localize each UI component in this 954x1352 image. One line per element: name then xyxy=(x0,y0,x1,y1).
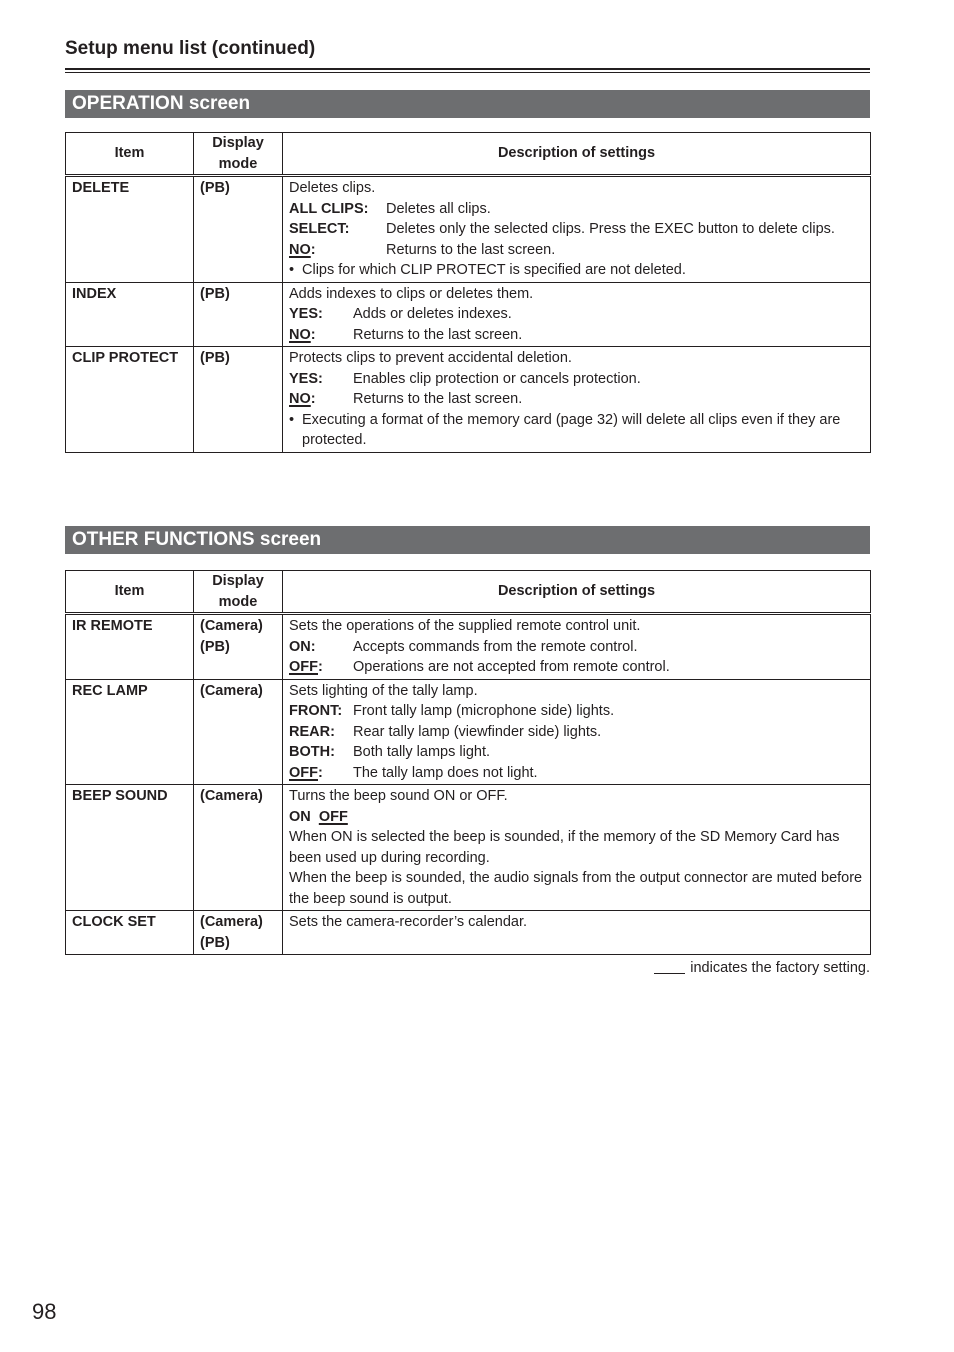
item-name: IR REMOTE xyxy=(66,614,194,680)
table-row-delete xyxy=(66,176,871,283)
note: • Executing a format of the memory card (page 32) will delete all clips even if they are protected. xyxy=(289,411,841,448)
description xyxy=(283,282,871,347)
description xyxy=(283,785,871,911)
description xyxy=(283,176,871,283)
display-mode: (Camera) xyxy=(194,679,283,785)
display-mode: (PB) xyxy=(194,347,283,453)
description xyxy=(283,679,871,785)
option-no: NO: Returns to the last screen. xyxy=(289,391,523,407)
description xyxy=(283,614,871,680)
description-intro: Sets lighting of the tally lamp. xyxy=(289,682,478,699)
header-item: Item xyxy=(66,571,194,614)
header-description: Description of settings xyxy=(283,133,871,176)
display-mode: (PB) xyxy=(194,176,283,283)
operation-settings-table xyxy=(65,132,871,453)
display-mode: (PB) xyxy=(194,282,283,347)
display-mode: (Camera) xyxy=(194,785,283,911)
description-intro: Sets the operations of the supplied remote control unit. xyxy=(289,618,641,634)
on-off-choices: ON OFF xyxy=(289,808,348,825)
description xyxy=(283,347,871,453)
table-row-rec-lamp xyxy=(66,679,871,785)
option-front: FRONT: Front tally lamp (microphone side) lights. xyxy=(289,703,615,719)
description-text: When ON is selected the beep is sounded, if the memory of the SD Memory Card has been used up during recording. xyxy=(289,829,840,866)
item-name: CLIP PROTECT xyxy=(66,347,194,453)
table-row-index xyxy=(66,282,871,347)
description xyxy=(283,911,871,955)
header-display-mode: Display mode xyxy=(194,571,283,614)
operation-section-title: OPERATION screen xyxy=(65,90,870,118)
option-on: ON: Accepts commands from the remote control. xyxy=(289,638,638,655)
description-intro: Deletes clips. xyxy=(289,180,376,196)
heading-rule-thin xyxy=(65,72,870,73)
description-intro: Sets the camera-recorder’s calendar. xyxy=(289,914,528,930)
display-mode: (Camera) (PB) xyxy=(194,911,283,955)
other-functions-settings-table xyxy=(65,570,871,955)
factory-setting-note xyxy=(654,958,870,978)
display-mode: (Camera) (PB) xyxy=(194,614,283,680)
option-no: NO: Returns to the last screen. xyxy=(289,241,556,258)
description-text: When the beep is sounded, the audio signals from the output connector are muted before the beep sound is output. xyxy=(289,870,863,907)
option-no: NO: Returns to the last screen. xyxy=(289,326,523,343)
table-row-clip-protect xyxy=(66,347,871,453)
item-name: BEEP SOUND xyxy=(66,785,194,911)
description-intro: Protects clips to prevent accidental deletion. xyxy=(289,350,572,366)
option-select: SELECT: Deletes only the selected clips. Press the EXEC button to delete clips. xyxy=(289,221,835,237)
option-all-clips: ALL CLIPS: Deletes all clips. xyxy=(289,200,491,217)
page-heading: Setup menu list (continued) xyxy=(65,38,316,59)
option-both: BOTH: Both tally lamps light. xyxy=(289,744,491,760)
factory-underline-sample xyxy=(654,973,685,974)
item-name: DELETE xyxy=(66,176,194,283)
table-row-clock-set xyxy=(66,911,871,955)
item-name: CLOCK SET xyxy=(66,911,194,955)
table-row-ir-remote xyxy=(66,614,871,680)
option-off: OFF: Operations are not accepted from remote control. xyxy=(289,659,670,675)
header-description: Description of settings xyxy=(283,571,871,614)
table-header-row xyxy=(66,571,871,614)
header-item: Item xyxy=(66,133,194,176)
header-display-mode: Display mode xyxy=(194,133,283,176)
description-intro: Turns the beep sound ON or OFF. xyxy=(289,788,508,804)
option-yes: YES: Enables clip protection or cancels protection. xyxy=(289,370,641,387)
item-name: REC LAMP xyxy=(66,679,194,785)
note: • Clips for which CLIP PROTECT is specified are not deleted. xyxy=(289,262,686,278)
factory-setting-text: indicates the factory setting. xyxy=(690,960,870,976)
description-intro: Adds indexes to clips or deletes them. xyxy=(289,285,534,302)
item-name: INDEX xyxy=(66,282,194,347)
option-rear: REAR: Rear tally lamp (viewfinder side) lights. xyxy=(289,723,602,740)
page-number: 98 xyxy=(32,1299,57,1324)
heading-rule xyxy=(65,68,870,70)
other-functions-section-title: OTHER FUNCTIONS screen xyxy=(65,526,870,554)
table-header-row xyxy=(66,133,871,176)
option-off: OFF: The tally lamp does not light. xyxy=(289,764,538,781)
option-yes: YES: Adds or deletes indexes. xyxy=(289,306,512,322)
table-row-beep-sound xyxy=(66,785,871,911)
